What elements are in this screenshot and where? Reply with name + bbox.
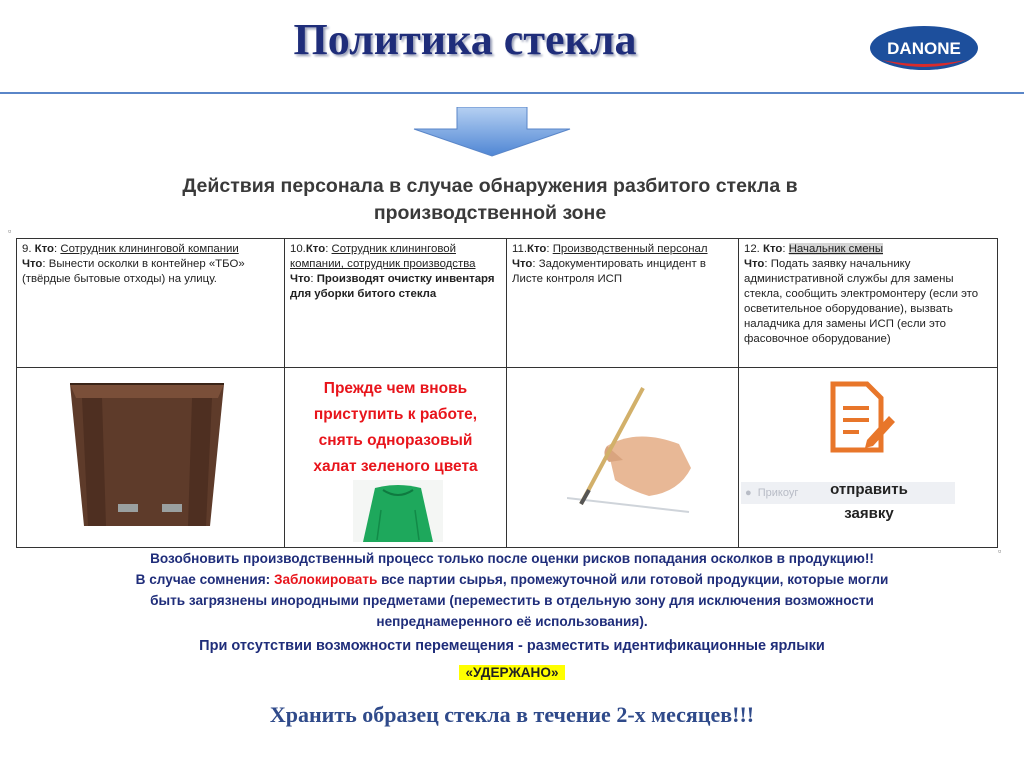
step-11-what: Задокументировать инцидент в Листе контроля ИСП: [512, 258, 706, 285]
steps-table: [16, 238, 998, 548]
store-sample-text: Хранить образец стекла в течение 2-х месяцев!!!: [269, 702, 755, 727]
header-divider: [0, 92, 1024, 94]
steps-image-row: [17, 367, 998, 547]
step-11-cell: 11.Кто: Производственный персонал Что: Задокументировать инцидент в Листе контроля ИСП: [507, 239, 739, 368]
down-arrow-icon: [412, 107, 572, 157]
step-12-cell: 12. Кто: Начальник смены Что: Подать заявку начальнику административной службы для замены стекла, сообщить электромонтеру (если это осветительное оборудование), вызвать наладчика для замены ИСП (если это фасовочное оборудование): [739, 239, 998, 368]
step-9-cell: 9. Кто: Сотрудник клининговой компании Что: Вынести осколки в контейнер «ТБО» (твёрдые бытовые отходы) на улицу.: [17, 239, 285, 368]
send-request-cell: [739, 367, 998, 547]
waste-bin-image: [62, 376, 232, 536]
resume-process-text: Возобновить производственный процесс только после оценки рисков попадания осколков в продукцию!!: [150, 551, 874, 566]
section-heading-line1: Действия персонала в случае обнаружения разбитого стекла в: [182, 175, 798, 197]
waste-bin-cell: [17, 367, 285, 547]
hold-label: «УДЕРЖАНО»: [459, 665, 564, 680]
step-12-what: Подать заявку начальнику административной службы для замены стекла, сообщить электромонтеру (если это осветительное оборудование), вызвать наладчика для замены ИСП (если это фасовочное оборудование): [744, 258, 979, 345]
steps-text-row: [17, 239, 998, 368]
resize-handle-icon: ▫: [8, 226, 12, 236]
step-10-who: Сотрудник клининговой компании, сотрудник производства: [290, 243, 476, 270]
green-gown-image: [353, 480, 443, 542]
page-title: Политика стекла: [293, 15, 637, 64]
section-heading-line2: производственной зоне: [373, 202, 607, 224]
ghost-overlay: ● Прикоуг: [741, 482, 955, 504]
gown-notice-cell: [285, 367, 507, 547]
doubt-instruction: В случае сомнения: Заблокировать все партии сырья, промежуточной или готовой продукции, которые могли: [135, 572, 889, 587]
block-keyword: Заблокировать: [273, 572, 378, 587]
doubt-instruction-line3: непреднамеренного её использования).: [376, 614, 648, 629]
logo-text: DANONE: [887, 39, 961, 58]
document-edit-icon: [827, 380, 897, 454]
section-heading: [60, 173, 920, 227]
step-12-who: Начальник смены: [788, 243, 884, 255]
step-9-who: Сотрудник клининговой компании: [60, 243, 239, 255]
documenting-cell: [507, 367, 739, 547]
step-10-what: Производят очистку инвентаря для уборки битого стекла: [290, 273, 495, 300]
no-move-text: При отсутствии возможности перемещения - разместить идентификационные ярлыки: [199, 638, 825, 654]
step-9-what: Вынести осколки в контейнер «ТБО» (твёрдые бытовые отходы) на улицу.: [22, 258, 245, 285]
step-10-cell: 10.Кто: Сотрудник клининговой компании, сотрудник производства Что: Производят очистку инвентаря для уборки битого стекла: [285, 239, 507, 368]
step-11-who: Производственный персонал: [552, 243, 708, 255]
danone-logo: [868, 24, 980, 74]
hold-label-row: [40, 662, 984, 683]
hand-writing-image: [567, 386, 697, 516]
resize-handle-icon: ▫: [998, 546, 1002, 556]
send-request-label: отправить заявку: [830, 480, 908, 522]
doubt-instruction-line2: быть загрязнены инородными предметами (переместить в отдельную зону для исключения возможности: [150, 593, 874, 608]
gown-notice-text: Прежде чем вновь приступить к работе, снять одноразовый халат зеленого цвета: [313, 379, 478, 475]
